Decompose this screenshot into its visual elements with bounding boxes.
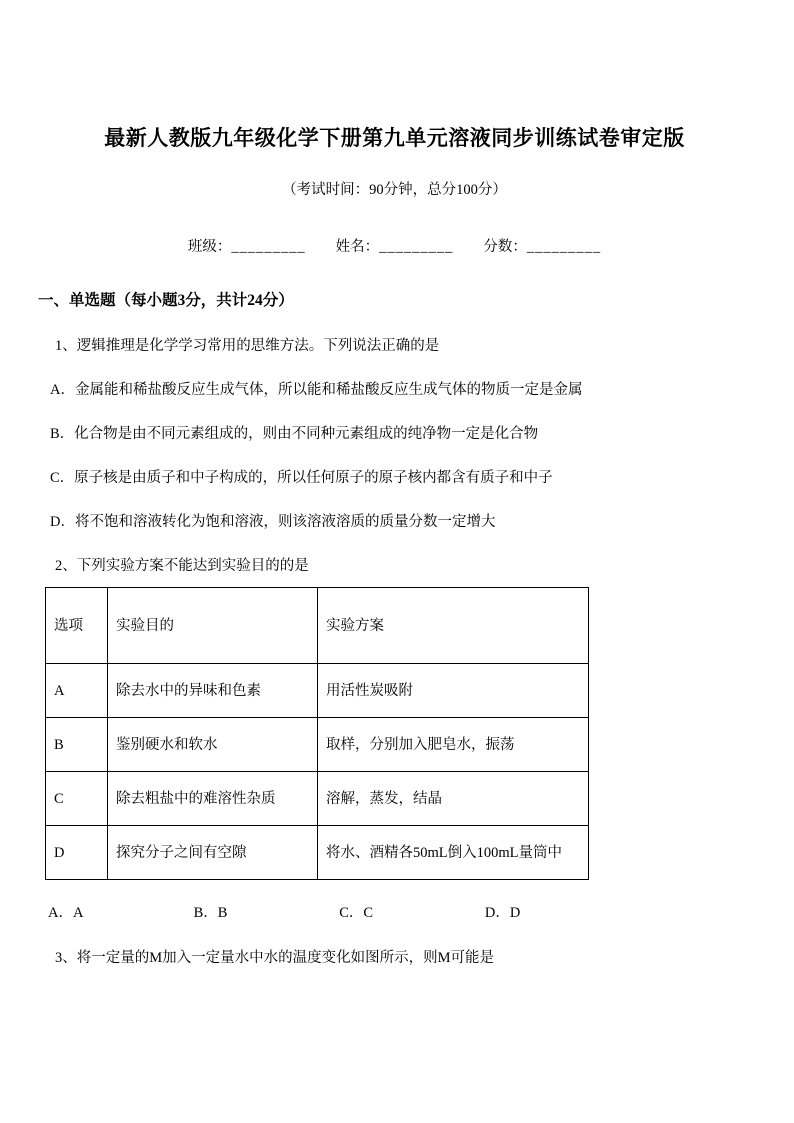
row-c-purpose: 除去粗盐中的难溶性杂质 xyxy=(108,772,318,826)
row-c-option: C xyxy=(46,772,108,826)
q2-answer-c: C．C xyxy=(339,905,374,921)
row-b-purpose: 鉴别硬水和软水 xyxy=(108,718,318,772)
row-d-purpose: 探究分子之间有空隙 xyxy=(108,826,318,880)
question-2-stem: 2、下列实验方案不能达到实验目的的是 xyxy=(55,558,309,574)
q1-option-d: D．将不饱和溶液转化为饱和溶液，则该溶液溶质的质量分数一定增大 xyxy=(50,514,496,530)
exam-time-score-info: （考试时间：90分钟，总分100分） xyxy=(282,182,507,198)
table-row xyxy=(46,772,589,826)
q1-option-b: B．化合物是由不同元素组成的，则由不同种元素组成的纯净物一定是化合物 xyxy=(50,426,539,442)
name-blank: _________ xyxy=(379,239,454,255)
header-purpose: 实验目的 xyxy=(108,588,318,664)
score-label: 分数： xyxy=(483,239,527,255)
class-label: 班级： xyxy=(187,239,232,255)
row-d-plan: 将水、酒精各50mL倒入100mL量筒中 xyxy=(318,826,589,880)
row-b-option: B xyxy=(46,718,108,772)
class-blank: _________ xyxy=(231,239,306,255)
row-b-plan: 取样，分别加入肥皂水，振荡 xyxy=(318,718,589,772)
q1-option-c: C．原子核是由质子和中子构成的，所以任何原子的原子核内都含有质子和中子 xyxy=(50,470,553,486)
table-row xyxy=(46,826,589,880)
experiment-plan-table xyxy=(45,587,589,880)
q2-answer-b: B．B xyxy=(193,905,228,921)
q1-option-a: A．金属能和稀盐酸反应生成气体，所以能和稀盐酸反应生成气体的物质一定是金属 xyxy=(50,382,583,398)
row-a-option: A xyxy=(46,664,108,718)
row-c-plan: 溶解，蒸发，结晶 xyxy=(318,772,589,826)
table-row xyxy=(46,718,589,772)
question-3-stem: 3、将一定量的M加入一定量水中水的温度变化如图所示，则M可能是 xyxy=(55,950,495,966)
section-one-heading: 一、单选题（每小题3分，共计24分） xyxy=(38,292,294,309)
row-a-purpose: 除去水中的异味和色素 xyxy=(108,664,318,718)
q2-answer-choices xyxy=(48,901,744,922)
header-option: 选项 xyxy=(46,588,108,664)
row-a-plan: 用活性炭吸附 xyxy=(318,664,589,718)
question-1-stem: 1、逻辑推理是化学学习常用的思维方法。下列说法正确的是 xyxy=(55,338,440,354)
student-info-line xyxy=(45,235,744,256)
name-label: 姓名： xyxy=(335,239,380,255)
score-blank: _________ xyxy=(526,239,602,255)
q2-answer-a: A．A xyxy=(48,905,84,921)
table-header-row xyxy=(46,588,589,664)
table-row xyxy=(46,664,589,718)
header-plan: 实验方案 xyxy=(318,588,589,664)
row-d-option: D xyxy=(46,826,108,880)
document-title: 最新人教版九年级化学下册第九单元溶液同步训练试卷审定版 xyxy=(104,126,685,150)
q2-answer-d: D．D xyxy=(484,905,521,921)
